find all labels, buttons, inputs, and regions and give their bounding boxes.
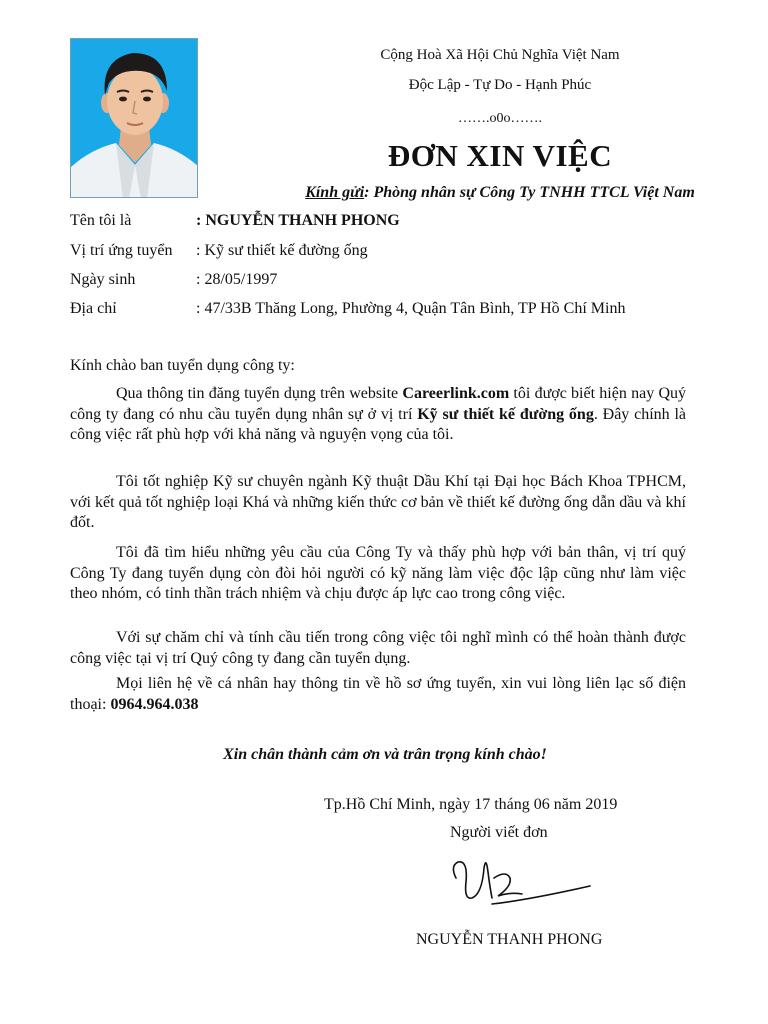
website-name: Careerlink.com	[402, 385, 510, 402]
signer-label: Người viết đơn	[450, 824, 548, 841]
national-motto-line2: Độc Lập - Tự Do - Hạnh Phúc	[408, 77, 592, 93]
paragraph-text: Qua thông tin đăng tuyển dụng trên website	[116, 385, 403, 402]
closing-line: Xin chân thành cảm ơn và trân trọng kính chào!	[223, 746, 547, 763]
portrait-icon	[71, 39, 198, 198]
document-title: ĐƠN XIN VIỆC	[387, 138, 613, 173]
info-value: : Kỹ sư thiết kế đường ống	[196, 242, 368, 259]
info-label: Tên tôi là	[70, 212, 132, 229]
applicant-photo	[70, 38, 198, 198]
paragraph-education: Tôi tốt nghiệp Kỹ sư chuyên ngành Kỹ thuật Dầu Khí tại Đại học Bách Khoa TPHCM, với kết quả tốt nghiệp loại Khá và những kiến thức cơ bản về thiết kế đường ống dẫn dầu và khí đốt.	[70, 473, 686, 531]
date-line: Tp.Hồ Chí Minh, ngày 17 tháng 06 năm 2019	[324, 796, 618, 813]
signature-icon	[448, 848, 598, 920]
position-name: Kỹ sư thiết kế đường ống	[417, 405, 594, 423]
recipient-line	[230, 184, 768, 202]
national-motto-line1: Cộng Hoà Xã Hội Chủ Nghĩa Việt Nam	[380, 47, 620, 63]
info-label: Địa chỉ	[70, 300, 117, 317]
paragraph-text: . Đây chính là công việc rất phù hợp với khả năng và nguyện vọng của tôi.	[70, 405, 687, 443]
paragraph-intro	[70, 384, 686, 446]
info-label: Ngày sinh	[70, 271, 136, 288]
recipient-text: : Phòng nhân sự Công Ty TNHH TTCL Việt Nam	[364, 184, 695, 201]
info-value: : NGUYỄN THANH PHONG	[196, 212, 400, 229]
signer-name: NGUYỄN THANH PHONG	[416, 931, 603, 948]
info-value: : 28/05/1997	[196, 271, 278, 288]
paragraph-text: Mọi liên hệ về cá nhân hay thông tin về hồ sơ ứng tuyển, xin vui lòng liên lạc số điện thoại:	[70, 675, 686, 713]
recipient-label: Kính gửi	[305, 184, 365, 201]
paragraph-contact	[70, 674, 686, 715]
info-label: Vị trí ứng tuyển	[70, 242, 173, 259]
phone-number: 0964.964.038	[110, 695, 199, 713]
paragraph-text: tôi được biết hiện nay Quý công ty đang có nhu cầu tuyển dụng nhân sự ở vị trí	[70, 385, 687, 423]
info-value: : 47/33B Thăng Long, Phường 4, Quận Tân Bình, TP Hồ Chí Minh	[196, 300, 626, 317]
paragraph-requirements: Tôi đã tìm hiểu những yêu cầu của Công Ty và thấy phù hợp với bản thân, vị trí quý Công Ty đang tuyển dụng còn đòi hỏi người có kỹ năng làm việc độc lập cũng như làm việc theo nhóm, có tinh thần trách nhiệm và chịu được áp lực cao trong công việc.	[70, 544, 686, 602]
header-divider: …….o0o…….	[458, 111, 542, 126]
paragraph-commitment: Với sự chăm chỉ và tính cầu tiến trong công việc tôi nghĩ mình có thể hoàn thành được công việc tại vị trí Quý công ty đang cần tuyển dụng.	[70, 629, 686, 667]
greeting: Kính chào ban tuyển dụng công ty:	[70, 357, 295, 374]
